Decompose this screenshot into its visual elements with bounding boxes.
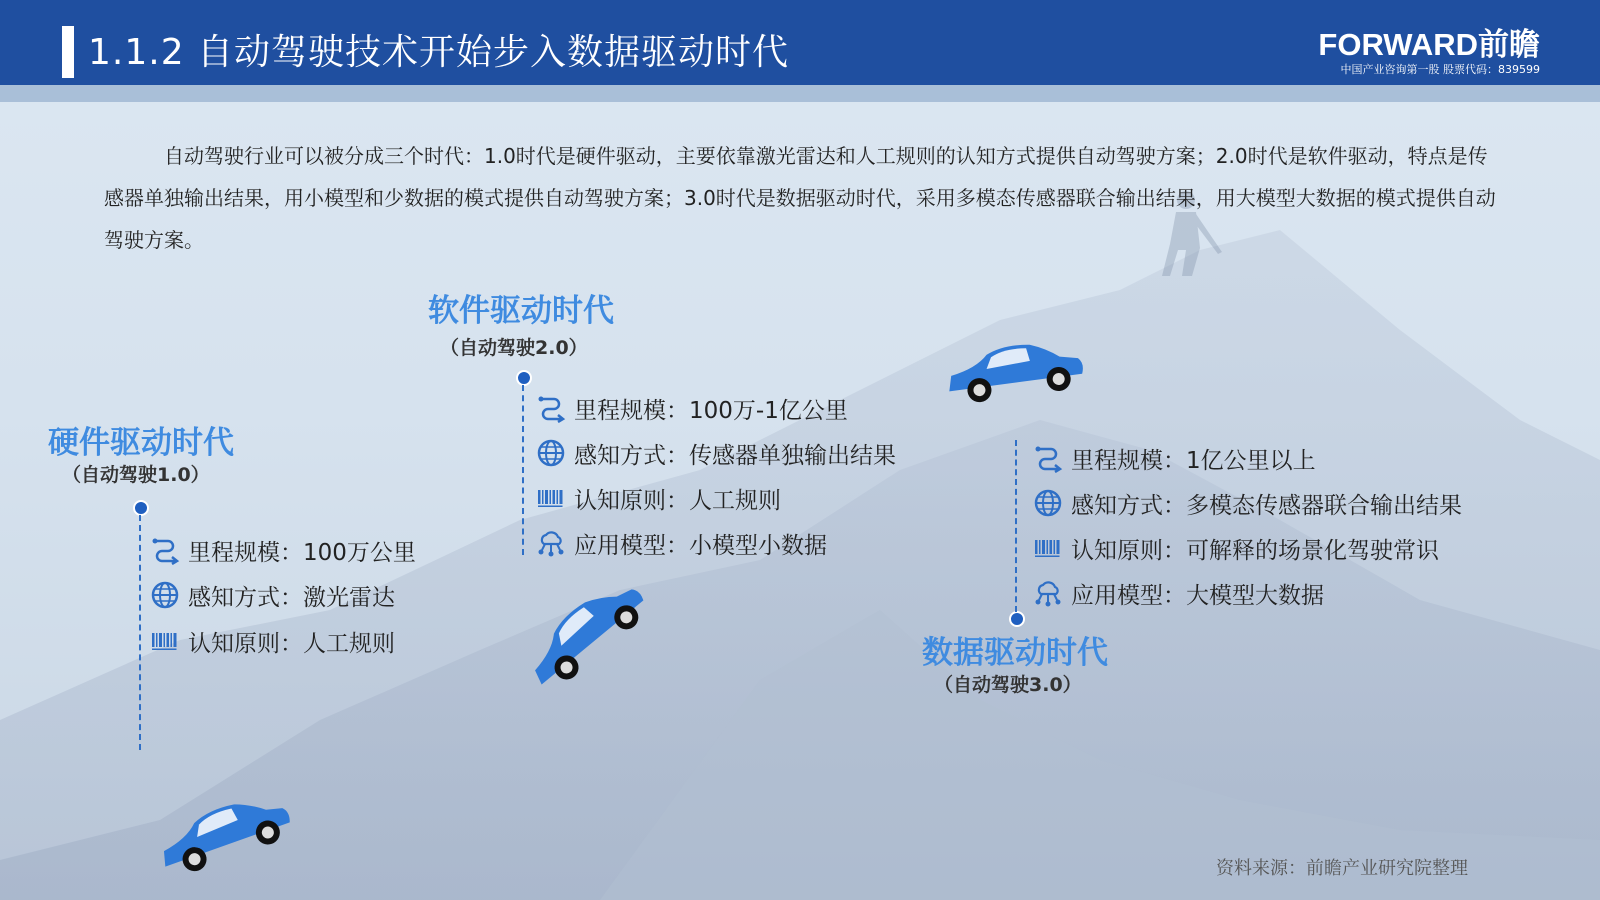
era-1-item-text: 里程规模：100万公里 [188, 539, 416, 566]
globe-icon [536, 438, 566, 468]
era-2-dashed-line [522, 385, 524, 555]
era-2-item [536, 481, 781, 515]
era-2-item [536, 391, 848, 425]
globe-icon [1033, 488, 1063, 518]
era-3-dashed-line [1015, 440, 1017, 612]
era-1-item-text: 感知方式：激光雷达 [188, 584, 395, 611]
era-2-item-text: 感知方式：传感器单独输出结果 [574, 442, 896, 469]
era-2-subtitle: （自动驾驶2.0） [440, 337, 588, 359]
era-2-item-text: 应用模型：小模型小数据 [574, 532, 827, 559]
era-2-item [536, 436, 896, 470]
page-title: 1.1.2 自动驾驶技术开始步入数据驱动时代 [88, 32, 790, 73]
era-1-item [150, 578, 395, 612]
car-icon [148, 790, 298, 880]
era-3-item [1033, 486, 1462, 520]
header-strip [0, 85, 1600, 102]
cloud-network-icon [536, 528, 566, 558]
era-1-item [150, 624, 395, 658]
era-3-item-text: 感知方式：多模态传感器联合输出结果 [1071, 492, 1462, 519]
car-icon [510, 580, 660, 690]
barcode-icon [1033, 533, 1063, 563]
route-icon [1033, 443, 1063, 473]
era-1-subtitle: （自动驾驶1.0） [62, 464, 210, 486]
era-3-item-text: 认知原则：可解释的场景化驾驶常识 [1071, 537, 1439, 564]
route-icon [150, 535, 180, 565]
logo-tagline: 中国产业咨询第一股 股票代码：839599 [1340, 63, 1540, 76]
barcode-icon [150, 626, 180, 656]
era-2-dot [516, 370, 532, 386]
cloud-network-icon [1033, 578, 1063, 608]
source-note: 资料来源：前瞻产业研究院整理 [1216, 858, 1468, 879]
era-1-item [150, 533, 416, 567]
era-1-title: 硬件驱动时代 [48, 425, 234, 461]
car-icon [935, 330, 1095, 410]
era-3-item-text: 里程规模：1亿公里以上 [1071, 447, 1316, 474]
era-3-subtitle: （自动驾驶3.0） [934, 674, 1082, 696]
era-2-item [536, 526, 827, 560]
era-3-item [1033, 531, 1439, 565]
era-3-item [1033, 441, 1316, 475]
era-2-title: 软件驱动时代 [428, 293, 614, 329]
era-1-dashed-line [139, 515, 141, 750]
era-1-item-text: 认知原则：人工规则 [188, 630, 395, 657]
globe-icon [150, 580, 180, 610]
intro-paragraph: 自动驾驶行业可以被分成三个时代：1.0时代是硬件驱动，主要依靠激光雷达和人工规则的认知方式提供自动驾驶方案；2.0时代是软件驱动，特点是传感器单独输出结果，用小模型和少数据的模式提供自动驾驶方案；3.0时代是数据驱动时代，采用多模态传感器联合输出结果，用大模型大数据的模式提供自动驾驶方案。 [104, 144, 1496, 252]
era-2-item-text: 认知原则：人工规则 [574, 487, 781, 514]
era-3-item [1033, 576, 1324, 610]
logo-wordmark: FORWARD前瞻 [1318, 27, 1540, 62]
era-3-dot [1009, 611, 1025, 627]
era-1-dot [133, 500, 149, 516]
title-accent-bar [62, 26, 74, 78]
era-2-item-text: 里程规模：100万-1亿公里 [574, 397, 848, 424]
barcode-icon [536, 483, 566, 513]
company-logo [1318, 28, 1540, 78]
route-icon [536, 393, 566, 423]
era-3-title: 数据驱动时代 [922, 635, 1108, 671]
era-3-item-text: 应用模型：大模型大数据 [1071, 582, 1324, 609]
